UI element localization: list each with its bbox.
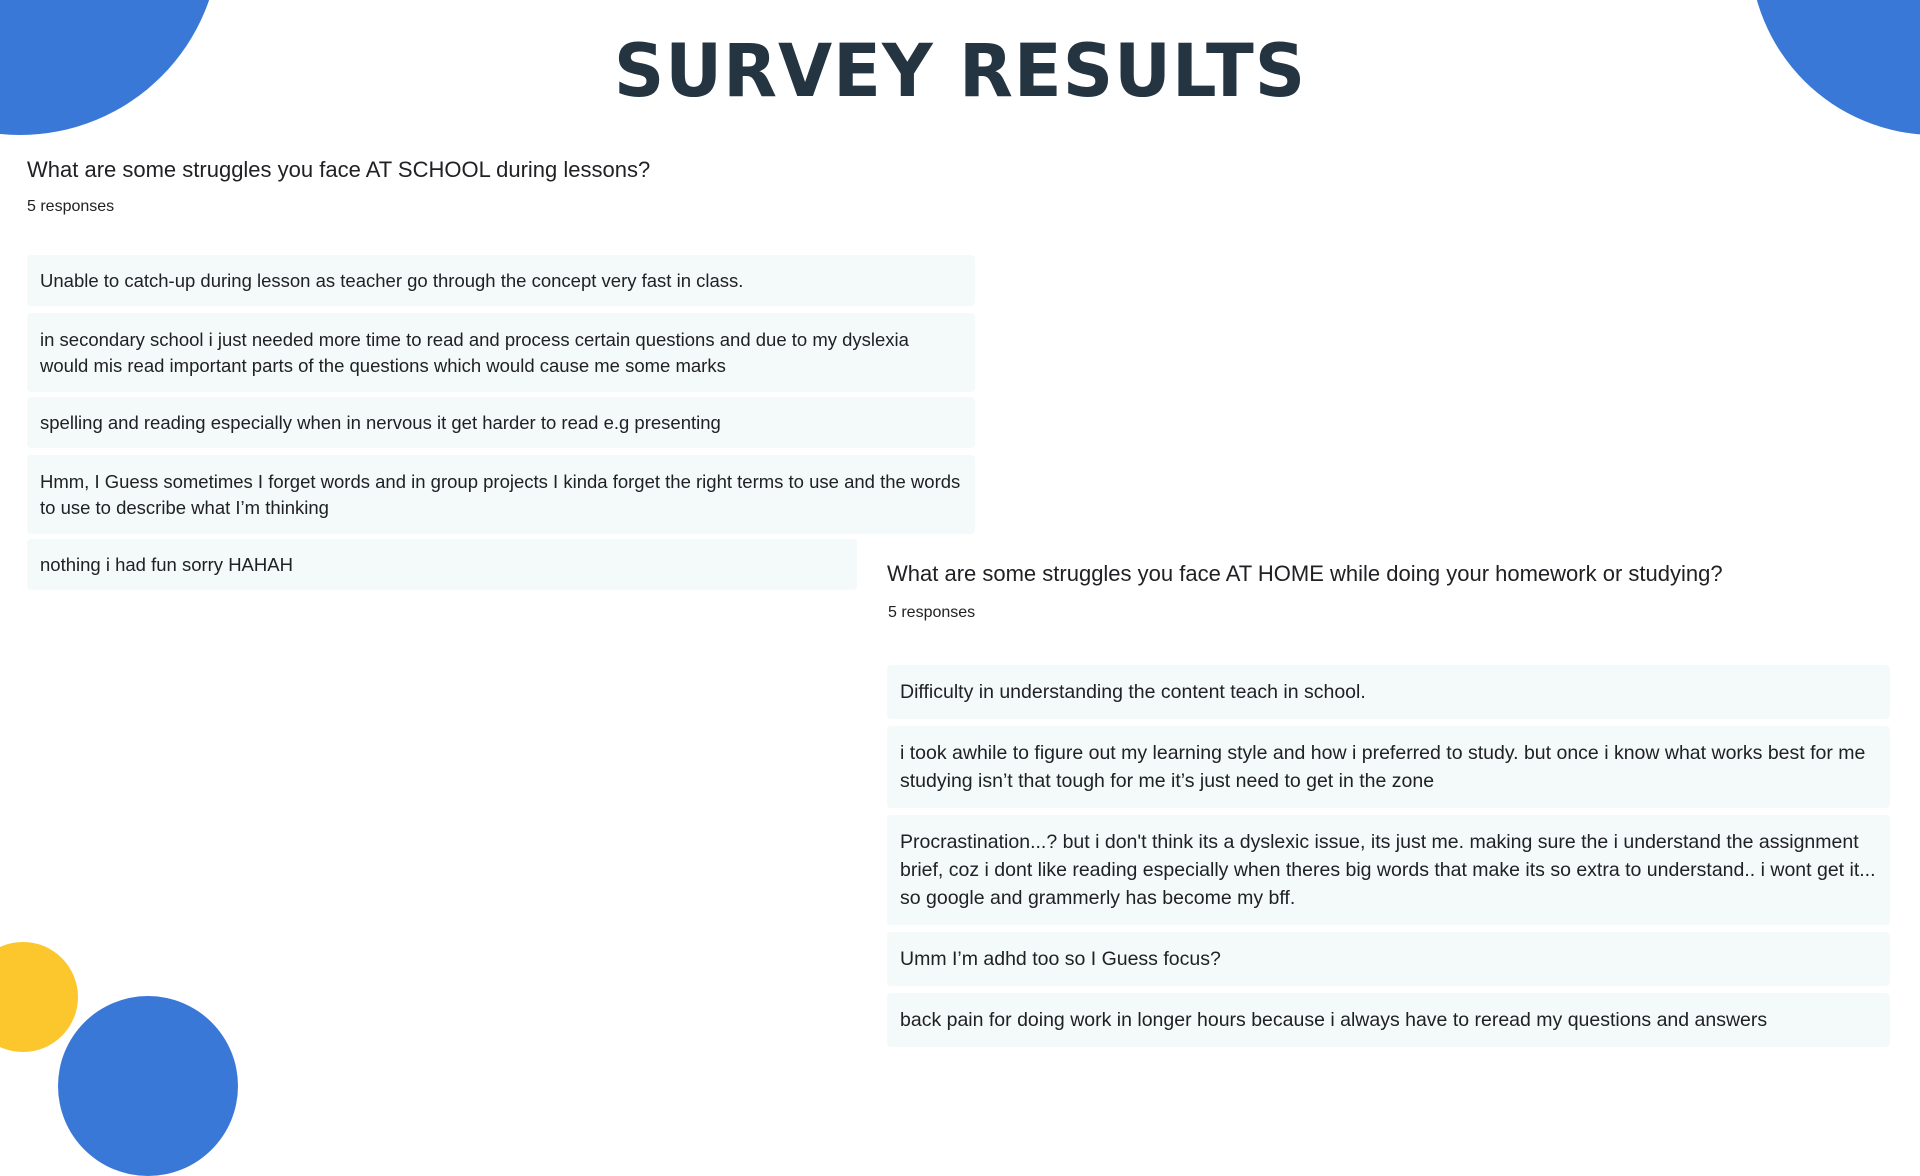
page-title: SURVEY RESULTS <box>613 27 1307 115</box>
home-response-1: Difficulty in understanding the content teach in school. <box>887 665 1890 719</box>
home-response-4: Umm I’m adhd too so I Guess focus? <box>887 932 1890 986</box>
school-response-count: 5 responses <box>27 198 115 215</box>
home-question: What are some struggles you face AT HOME while doing your homework or studying? <box>887 561 1723 586</box>
school-question: What are some struggles you face AT SCHOOL during lessons? <box>27 157 651 182</box>
home-response-2: i took awhile to figure out my learning style and how i preferred to study. but once i know what works best for me studying isn’t that tough for me it’s just need to get in the zone <box>887 726 1890 808</box>
home-response-3: Procrastination...? but i don't think its a dyslexic issue, its just me. making sure the i understand the assignment brief, coz i dont like reading especially when theres big words that make its so extra to understand.. i wont get it... so google and grammerly has become my bff. <box>887 815 1890 925</box>
school-response-1: Unable to catch-up during lesson as teacher go through the concept very fast in class. <box>27 255 975 306</box>
school-response-2: in secondary school i just needed more time to read and process certain questions and due to my dyslexia would mis read important parts of the questions which would cause me some marks <box>27 313 975 392</box>
school-response-3: spelling and reading especially when in nervous it get harder to read e.g presenting <box>27 397 975 448</box>
home-response-count: 5 responses <box>888 604 976 621</box>
school-response-4: Hmm, I Guess sometimes I forget words and in group projects I kinda forget the right terms to use and the words to use to describe what I’m thinking <box>27 455 975 534</box>
home-response-5: back pain for doing work in longer hours because i always have to reread my questions and answers <box>887 993 1890 1047</box>
decorative-circle-bottom <box>58 996 238 1176</box>
decorative-circle-yellow <box>0 942 78 1052</box>
school-response-5: nothing i had fun sorry HAHAH <box>27 539 857 590</box>
